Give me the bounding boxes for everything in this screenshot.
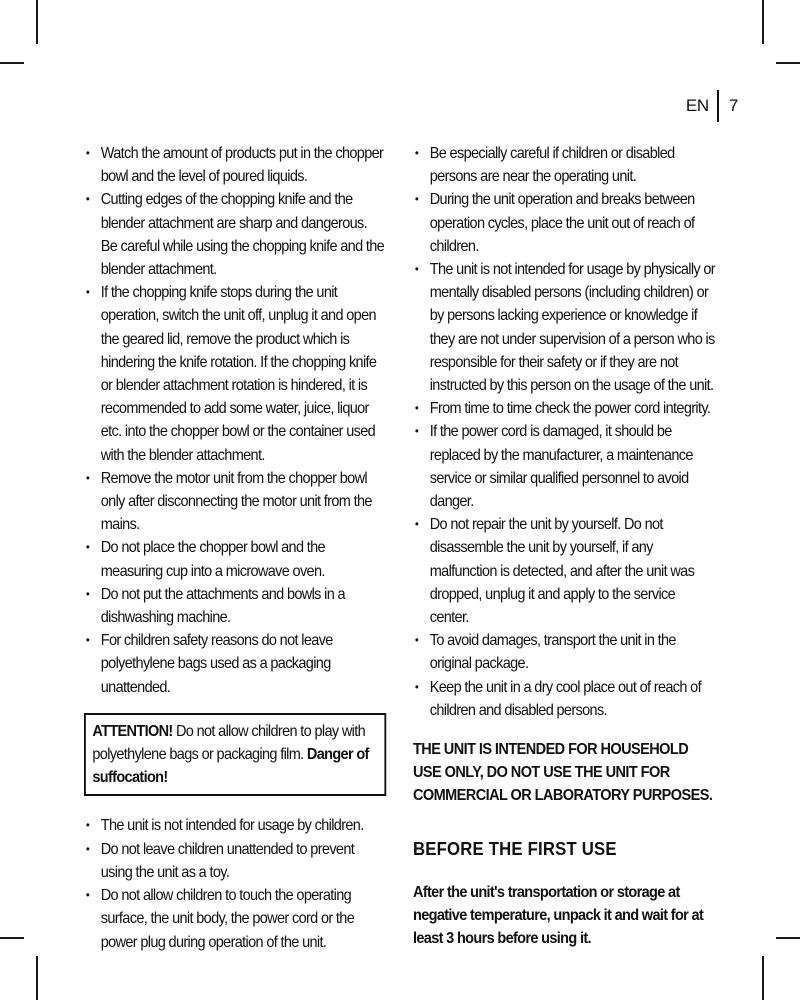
crop-mark-bottom-right-vertical <box>762 956 764 1000</box>
crop-mark-bottom-left-vertical <box>36 956 38 1000</box>
list-item: • Do not repair the unit by yourself. Do not disassemble the unit by yourself, if any malfunction is detected, and after the unit was dropped, unplug it and apply to the service center. <box>413 513 717 629</box>
left-column <box>84 142 386 954</box>
safety-list-top <box>84 142 386 699</box>
section-title: BEFORE THE FIRST USE <box>413 838 617 859</box>
list-item: • Be especially careful if children or disabled persons are near the operating unit. <box>413 142 717 188</box>
list-item: • Keep the unit in a dry cool place out of reach of children and disabled persons. <box>413 676 717 722</box>
header-divider <box>717 90 719 122</box>
list-item: • If the chopping knife stops during the unit operation, switch the unit off, unplug it and open the geared lid, remove the product which is hindering the knife rotation. If the chopping knife or blender attachment rotation is hindered, it is recommended to add some water, juice, liquor etc. into the chopper bowl or the container used with the blender attachment. <box>84 281 386 467</box>
crop-mark-top-left-horizontal <box>0 62 24 64</box>
attention-label: ATTENTION! <box>92 722 173 740</box>
list-item: • Do not put the attachments and bowls in a dishwashing machine. <box>84 583 386 629</box>
list-item: • If the power cord is damaged, it should be replaced by the manufacturer, a maintenance service or similar qualified personnel to avoid danger. <box>413 420 717 513</box>
safety-list-bottom <box>84 814 386 953</box>
list-item: • Do not allow children to touch the operating surface, the unit body, the power cord or the power plug during operation of the unit. <box>84 884 386 954</box>
crop-mark-bottom-left-horizontal <box>0 937 24 939</box>
list-item: • From time to time check the power cord integrity. <box>413 397 717 420</box>
attention-warning: Danger of suffocation! <box>92 746 369 787</box>
section-text: After the unit's transportation or storage at negative temperature, unpack it and wait for at least 3 hours before using it. <box>413 883 704 948</box>
list-item: • Do not place the chopper bowl and the measuring cup into a microwave oven. <box>84 536 386 582</box>
household-use-notice: THE UNIT IS INTENDED FOR HOUSEHOLD USE ONLY, DO NOT USE THE UNIT FOR COMMERCIAL OR LABORATORY PURPOSES. <box>413 741 713 805</box>
attention-text: Do not allow children to play with polyethylene bags or packaging film. <box>92 722 366 764</box>
list-item: • Do not leave children unattended to prevent using the unit as a toy. <box>84 838 386 884</box>
right-column <box>413 142 717 951</box>
crop-mark-top-left-vertical <box>36 0 38 44</box>
list-item: • To avoid damages, transport the unit in the original package. <box>413 629 717 675</box>
crop-mark-top-right-vertical <box>762 0 764 44</box>
page-number: 7 <box>728 96 738 115</box>
list-item: • Watch the amount of products put in the chopper bowl and the level of poured liquids. <box>84 142 386 188</box>
page-header <box>686 90 738 122</box>
list-item: • For children safety reasons do not leave polyethylene bags used as a packaging unattended. <box>84 629 386 699</box>
list-item: • Cutting edges of the chopping knife and the blender attachment are sharp and dangerous. Be careful while using the chopping knife and the blender attachment. <box>84 188 386 281</box>
list-item: • During the unit operation and breaks between operation cycles, place the unit out of reach of children. <box>413 188 717 258</box>
crop-mark-bottom-right-horizontal <box>776 937 800 939</box>
safety-list-right <box>413 142 717 722</box>
list-item: • Remove the motor unit from the chopper bowl only after disconnecting the motor unit from the mains. <box>84 467 386 537</box>
list-item: • The unit is not intended for usage by physically or mentally disabled persons (including children) or by persons lacking experience or knowledge if they are not under supervision of a person who is responsible for their safety or if they are not instructed by this person on the usage of the unit. <box>413 258 717 397</box>
language-code: EN <box>685 96 709 115</box>
crop-mark-top-right-horizontal <box>776 62 800 64</box>
list-item: • The unit is not intended for usage by children. <box>84 814 386 837</box>
attention-box <box>84 713 386 797</box>
